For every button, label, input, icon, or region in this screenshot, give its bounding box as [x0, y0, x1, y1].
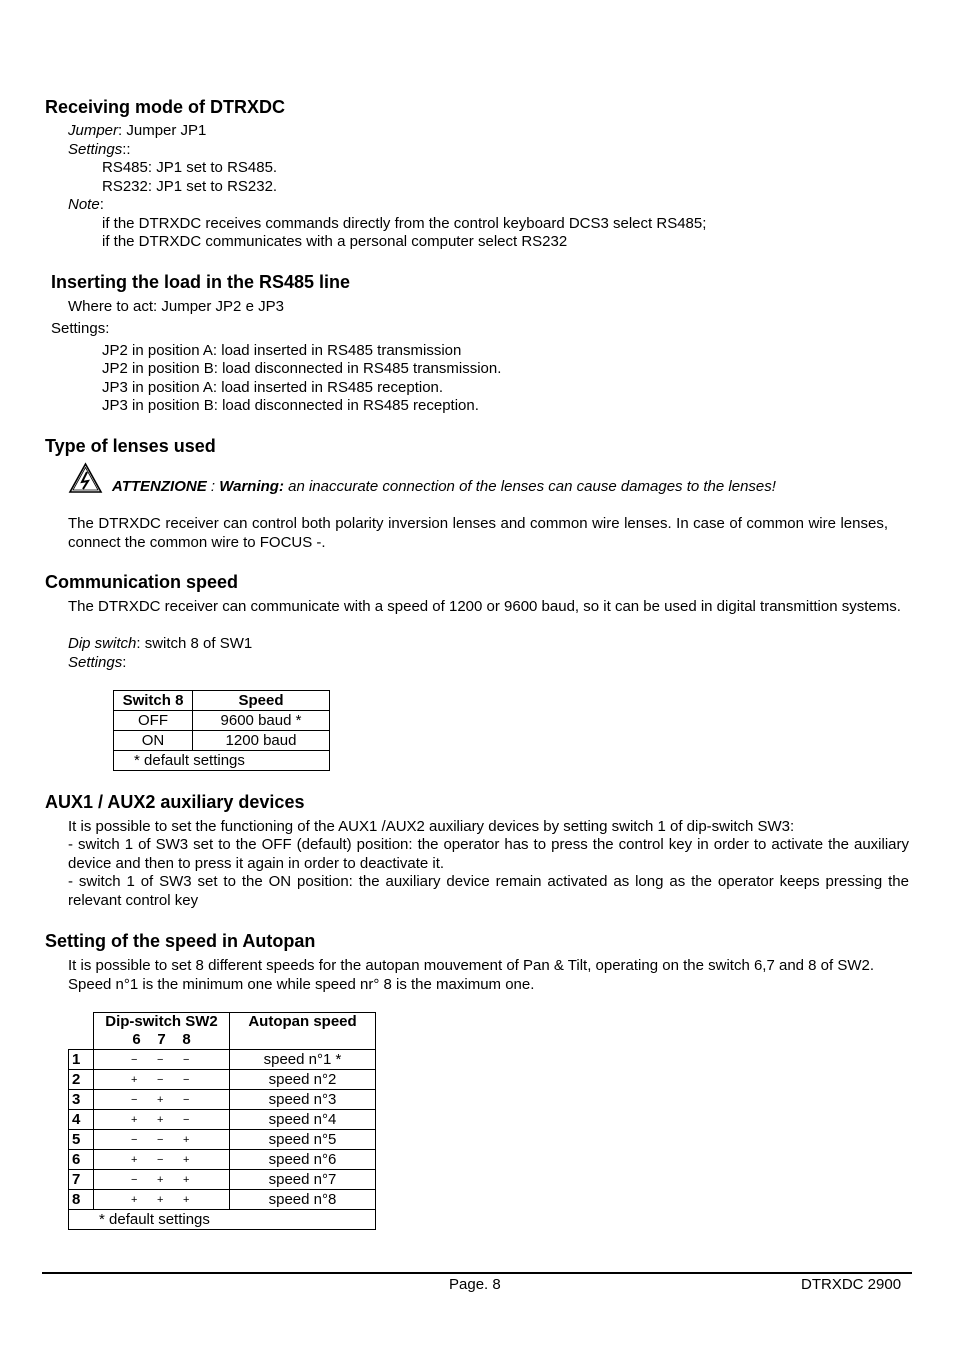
- note-text-1: if the DTRXDC receives commands directly from the control keyboard DCS3 select RS485;: [102, 215, 707, 232]
- switch-6-state: +: [131, 1153, 138, 1166]
- autopan-speed-header: Autopan speed: [230, 1013, 376, 1050]
- table-note-row: [69, 1210, 376, 1230]
- table-row: [69, 1150, 376, 1170]
- switch-7-state: +: [157, 1113, 164, 1126]
- table-row: [69, 1190, 376, 1210]
- table-row: [69, 1090, 376, 1110]
- dip-switch-line: [68, 635, 252, 653]
- inserting-settings-label: Settings:: [51, 320, 110, 337]
- speed-value: speed n°2: [230, 1070, 376, 1090]
- table-cell: 9600 baud *: [193, 711, 330, 731]
- jumper-label: Jumper: [68, 122, 119, 139]
- speed-value: speed n°8: [230, 1190, 376, 1210]
- row-number: 7: [69, 1170, 94, 1190]
- note-text-2: if the DTRXDC communicates with a personal computer select RS232: [102, 233, 568, 250]
- comm-settings-label: Settings: [68, 654, 123, 671]
- table-note-row: [114, 751, 330, 771]
- comm-body: The DTRXDC receiver can communicate with a speed of 1200 or 9600 baud, so it can be used in digital transmittion systems.: [68, 598, 901, 615]
- warning-triangle-icon: [68, 462, 103, 494]
- switch-8-state: +: [183, 1193, 190, 1206]
- table-row: [69, 1170, 376, 1190]
- warning-line: [112, 478, 776, 496]
- speed-value: speed n°1 *: [230, 1050, 376, 1070]
- row-number: 1: [69, 1050, 94, 1070]
- note-line: [68, 196, 104, 214]
- switch-states: [94, 1110, 230, 1130]
- switch-6-state: −: [131, 1173, 138, 1186]
- autopan-speed-table: [68, 1012, 376, 1230]
- aux-on-description: - switch 1 of SW3 set to the ON position: the auxiliary device remain activated as long as the operator keeps pressing the relevant control key: [68, 873, 909, 909]
- jumper-line: [68, 122, 206, 140]
- aux-intro: It is possible to set the functioning of the AUX1 /AUX2 auxiliary devices by setting switch 1 of dip-switch SW3:: [68, 818, 795, 835]
- jumper-setting-line: JP2 in position B: load disconnected in RS485 transmission.: [102, 360, 502, 377]
- dip-switch-header: [94, 1013, 230, 1050]
- comm-settings-suffix: :: [122, 654, 127, 671]
- table-row: [114, 711, 330, 731]
- heading-communication-speed: Communication speed: [45, 572, 239, 592]
- table-header-row: [114, 691, 330, 711]
- heading-receiving-mode: Receiving mode of DTRXDC: [45, 97, 286, 117]
- warning-separator: :: [206, 478, 220, 495]
- heading-aux-devices: AUX1 / AUX2 auxiliary devices: [45, 792, 305, 812]
- switch-7-state: +: [157, 1173, 164, 1186]
- jumper-setting-line: JP2 in position A: load inserted in RS485 transmission: [102, 342, 462, 359]
- switch-7-state: −: [157, 1133, 164, 1146]
- row-number: 2: [69, 1070, 94, 1090]
- dip-switch-header-cols: 6 7 8: [132, 1031, 191, 1048]
- heading-autopan: Setting of the speed in Autopan: [45, 931, 316, 951]
- switch-8-state: +: [183, 1173, 190, 1186]
- switch-6-state: +: [131, 1073, 138, 1086]
- aux-off-description: - switch 1 of SW3 set to the OFF (default) position: the operator has to press the control key in order to activate the auxiliary device and then to press it again in order to deactivate it.: [68, 836, 909, 872]
- note-label: Note: [68, 196, 100, 213]
- switch-8-state: −: [183, 1093, 190, 1106]
- jumper-value: : Jumper JP1: [118, 122, 207, 139]
- settings-line: [68, 141, 131, 159]
- switch-8-state: −: [183, 1113, 190, 1126]
- note-suffix: :: [99, 196, 104, 213]
- speed-value: speed n°4: [230, 1110, 376, 1130]
- column-header: Switch 8: [114, 691, 193, 711]
- table-cell: ON: [114, 731, 193, 751]
- warning-label: Warning:: [219, 478, 284, 495]
- rs485-setting: RS485: JP1 set to RS485.: [102, 159, 278, 176]
- row-number: 5: [69, 1130, 94, 1150]
- table-cell: 1200 baud: [193, 731, 330, 751]
- heading-lenses: Type of lenses used: [45, 436, 216, 456]
- switch-8-state: +: [183, 1153, 190, 1166]
- table-row: [114, 731, 330, 751]
- table-row: [69, 1070, 376, 1090]
- table-cell: OFF: [114, 711, 193, 731]
- footer-rule: [42, 1272, 912, 1274]
- table-row: [69, 1050, 376, 1070]
- switch-states: [94, 1050, 230, 1070]
- dip-switch-header-title: Dip-switch SW2: [105, 1013, 218, 1030]
- switch-6-state: −: [131, 1133, 138, 1146]
- switch-7-state: +: [157, 1193, 164, 1206]
- switch-6-state: −: [131, 1053, 138, 1066]
- autopan-body: It is possible to set 8 different speeds for the autopan mouvement of Pan & Tilt, operating on the switch 6,7 and 8 of SW2. Speed n°1 is the minimum one while speed nr° 8 is the maximum one.: [68, 957, 875, 993]
- switch-states: [94, 1070, 230, 1090]
- settings-label: Settings: [68, 141, 123, 158]
- switch-8-state: −: [183, 1053, 190, 1066]
- default-settings-note: * default settings: [114, 751, 330, 771]
- where-to-act: Where to act: Jumper JP2 e JP3: [68, 298, 284, 315]
- row-number: 8: [69, 1190, 94, 1210]
- column-header: Speed: [193, 691, 330, 711]
- switch-7-state: −: [157, 1153, 164, 1166]
- document-id: DTRXDC 2900: [801, 1276, 902, 1293]
- switch-states: [94, 1090, 230, 1110]
- page-number: Page. 8: [449, 1276, 501, 1293]
- switch-states: [94, 1130, 230, 1150]
- dip-switch-value: : switch 8 of SW1: [136, 635, 253, 652]
- heading-inserting-load: Inserting the load in the RS485 line: [51, 272, 351, 292]
- row-number: 6: [69, 1150, 94, 1170]
- jumper-setting-line: JP3 in position B: load disconnected in RS485 reception.: [102, 397, 479, 414]
- switch-7-state: −: [157, 1073, 164, 1086]
- switch-states: [94, 1190, 230, 1210]
- switch-8-state: −: [183, 1073, 190, 1086]
- jumper-setting-line: JP3 in position A: load inserted in RS485 reception.: [102, 379, 444, 396]
- speed-value: speed n°7: [230, 1170, 376, 1190]
- table-row: [69, 1130, 376, 1150]
- switch-states: [94, 1150, 230, 1170]
- row-number: 3: [69, 1090, 94, 1110]
- comm-settings-line: [68, 654, 126, 672]
- speed-value: speed n°5: [230, 1130, 376, 1150]
- switch-7-state: +: [157, 1093, 164, 1106]
- switch-8-state: +: [183, 1133, 190, 1146]
- default-settings-note: * default settings: [69, 1210, 376, 1230]
- lenses-body: The DTRXDC receiver can control both polarity inversion lenses and common wire lenses. In case of common wire lenses, connect the common wire to FOCUS -.: [68, 515, 888, 551]
- warning-text: an inaccurate connection of the lenses can cause damages to the lenses!: [283, 478, 776, 495]
- table-header-row: [69, 1013, 376, 1050]
- table-row: [69, 1110, 376, 1130]
- speed-value: speed n°6: [230, 1150, 376, 1170]
- attention-label: ATTENZIONE: [112, 478, 207, 495]
- dip-switch-label: Dip switch: [68, 635, 137, 652]
- switch-6-state: +: [131, 1113, 138, 1126]
- baud-rate-table: [113, 690, 330, 771]
- switch-6-state: +: [131, 1193, 138, 1206]
- switch-6-state: −: [131, 1093, 138, 1106]
- rs232-setting: RS232: JP1 set to RS232.: [102, 178, 278, 195]
- switch-states: [94, 1170, 230, 1190]
- row-number: 4: [69, 1110, 94, 1130]
- speed-value: speed n°3: [230, 1090, 376, 1110]
- switch-7-state: −: [157, 1053, 164, 1066]
- settings-suffix: ::: [122, 141, 131, 158]
- empty-corner-cell: [69, 1013, 94, 1050]
